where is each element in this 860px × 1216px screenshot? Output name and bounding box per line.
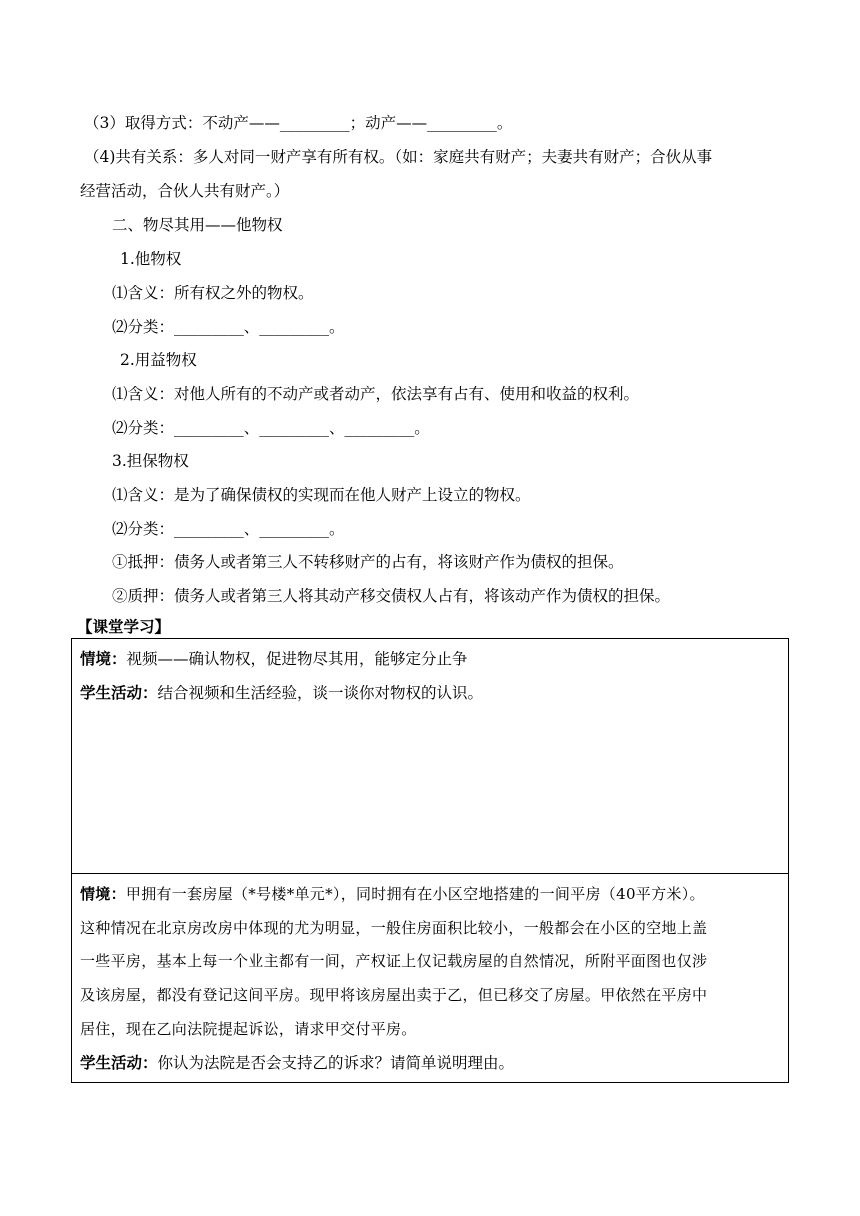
security-rights-meaning: ⑴含义：是为了确保债权的实现而在他人财产上设立的物权。 [112, 486, 531, 504]
activity-line [80, 1052, 514, 1074]
scene-line-1 [80, 883, 705, 905]
security-rights-heading: 3.担保物权 [112, 452, 189, 470]
scene-line-5: 居住，现在乙向法院提起诉讼，请求甲交付平房。 [80, 1020, 417, 1038]
classroom-learning-heading: 【课堂学习】 [77, 617, 171, 636]
usufruct-classification: ⑵分类：_________、_________、_________。 [112, 419, 430, 437]
pledge-definition: ②质押：债务人或者第三人将其动产移交债权人占有，将该动产作为债权的担保。 [112, 587, 671, 605]
scenario-box-house [71, 873, 789, 1083]
scene-line-3: 一些平房，基本上每一个业主都有一间，产权证上仅记载房屋的自然情况，所附平面图也仅涉 [80, 952, 708, 970]
scene-line-4: 及该房屋，都没有登记这间平房。现甲将该房屋出卖于乙，但已移交了房屋。甲依然在平房中 [80, 986, 708, 1004]
co-ownership-line-cont: 经营活动，合伙人共有财产。） [80, 182, 290, 200]
scene-label: 情境： [80, 649, 127, 668]
activity-label: 学生活动： [80, 1053, 158, 1072]
scene-line-2: 这种情况在北京房改房中体现的尤为明显，一般住房面积比较小，一般都会在小区的空地上盖 [80, 919, 708, 937]
section-two-heading: 二、物尽其用——他物权 [112, 216, 283, 234]
co-ownership-line: （4)共有关系：多人对同一财产享有所有权。（如：家庭共有财产；夫妻共有财产；合伙从事 [84, 148, 713, 166]
scene-label: 情境： [80, 885, 126, 903]
other-rights-meaning: ⑴含义：所有权之外的物权。 [112, 284, 314, 302]
security-rights-classification: ⑵分类：_________、_________。 [112, 520, 345, 538]
scene-text: 视频——确认物权，促进物尽其用，能够定分止争 [126, 650, 468, 668]
acquisition-method-line: （3）取得方式：不动产——_________；动产——_________。 [84, 114, 513, 132]
scenario-box-video [71, 638, 789, 874]
activity-text: 结合视频和生活经验，谈一谈你对物权的认识。 [157, 684, 484, 702]
activity-line [80, 682, 483, 704]
scene-text-1: 甲拥有一套房屋（*号楼*单元*），同时拥有在小区空地搭建的一间平房（40平方米）。 [125, 885, 705, 903]
usufruct-heading: 2.用益物权 [120, 351, 197, 369]
other-rights-classification: ⑵分类：_________、_________。 [112, 318, 345, 336]
usufruct-meaning: ⑴含义：对他人所有的不动产或者动产，依法享有占有、使用和收益的权利。 [112, 385, 640, 403]
activity-label: 学生活动： [80, 683, 158, 702]
other-rights-heading: 1.他物权 [120, 250, 182, 268]
scene-line [80, 648, 468, 670]
mortgage-definition: ①抵押：债务人或者第三人不转移财产的占有，将该财产作为债权的担保。 [112, 553, 624, 571]
activity-text: 你认为法院是否会支持乙的诉求？请简单说明理由。 [157, 1054, 515, 1072]
